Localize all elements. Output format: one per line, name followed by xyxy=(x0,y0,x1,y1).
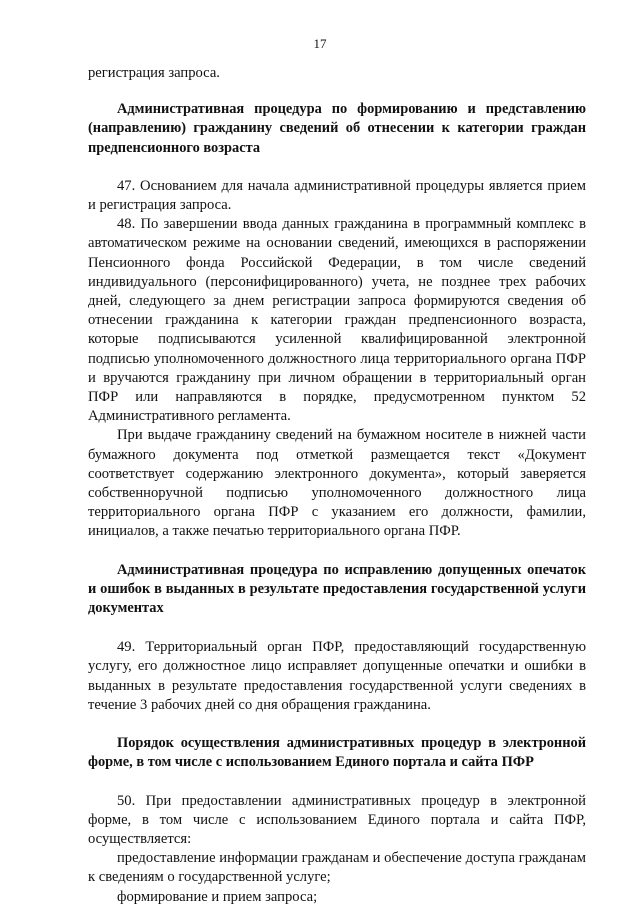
section-heading-preretirement: Административная процедура по формированию и представлению (направлению) гражданину сведений об отнесении к категории граждан предпенсионного возраста xyxy=(88,101,586,156)
paragraph-50-item-request: формирование и прием запроса; xyxy=(117,888,318,905)
paragraph-48: 48. По завершении ввода данных гражданина в программный комплекс в автоматическом режиме на основании сведений, имеющихся в распоряжении Пенсионного фонда Российской Федерации, в том числе сведений индивидуального (персонифицированного) учета, не позднее трех рабочих дней, следующего за днем регистрации запроса формируются сведения об отнесении гражданина к категории граждан предпенсионного возраста, которые подписываются усиленной квалифицированной электронной подписью уполномоченного должностного лица территориального органа ПФР и вручаются гражданину при личном обращении в территориальный орган ПФР или направляются в порядке, предусмотренном пунктом 52 Административного регламента. xyxy=(88,216,586,425)
section-heading-corrections: Административная процедура по исправлению допущенных опечаток и ошибок в выданных в результате предоставления государственной услуги документах xyxy=(88,561,586,617)
paragraph-48-paper: При выдаче гражданину сведений на бумажном носителе в нижней части бумажного документа под отметкой размещается текст «Документ соответствует содержанию электронного документа», который заверяется собственноручной подписью уполномоченного должностного лица территориального органа ПФР с указанием его должности, фамилии, инициалов, а также печатью территориального органа ПФР. xyxy=(88,427,586,540)
paragraph-49: 49. Территориальный орган ПФР, предоставляющий государственную услугу, его должностное лицо исправляет допущенные опечатки и ошибки в выданных в результате предоставления государственной услуги сведениях в течение 3 рабочих дней со дня обращения гражданина. xyxy=(88,639,586,713)
document-body xyxy=(88,64,586,907)
section-heading-electronic: Порядок осуществления административных процедур в электронной форме, в том числе с использованием Единого портала и сайта ПФР xyxy=(88,735,586,771)
page-number: 17 xyxy=(313,36,327,51)
paragraph-47: 47. Основанием для начала административной процедуры является прием и регистрация запроса. xyxy=(88,177,586,214)
paragraph-50: 50. При предоставлении административных процедур в электронной форме, в том числе с использованием Единого портала и сайта ПФР, осуществляется: xyxy=(88,792,586,847)
paragraph-50-item-info: предоставление информации гражданам и обеспечение доступа гражданам к сведениям о государственной услуге; xyxy=(88,850,586,886)
paragraph-continuation: регистрация запроса. xyxy=(88,65,220,81)
